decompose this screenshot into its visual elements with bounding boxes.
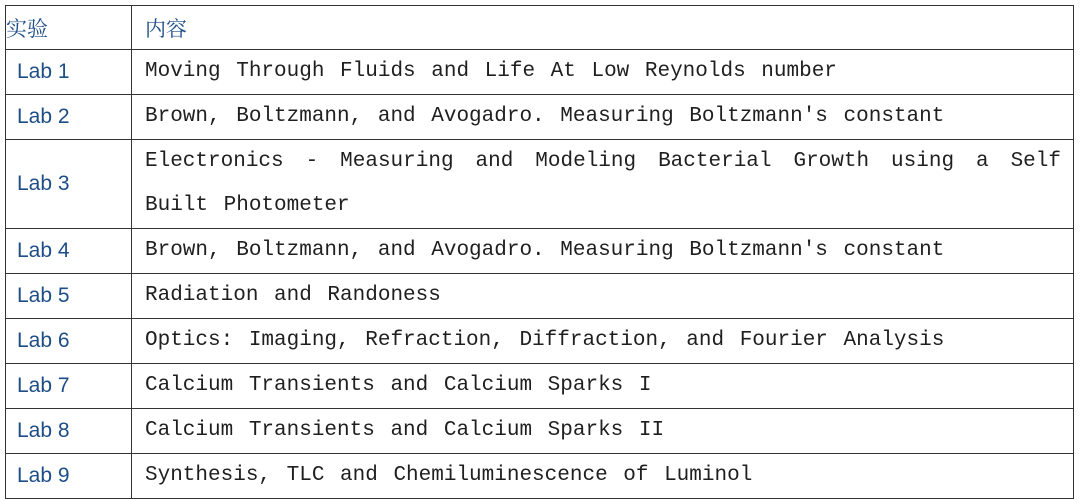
table-row [6, 274, 1074, 319]
lab-cell: Lab 9 [6, 454, 132, 499]
lab-cell: Lab 2 [6, 95, 132, 140]
lab-cell: Lab 4 [6, 229, 132, 274]
table-row [6, 140, 1074, 229]
content-cell: Moving Through Fluids and Life At Low Reynolds number [132, 50, 1074, 95]
table-body [6, 50, 1074, 499]
lab-cell: Lab 1 [6, 50, 132, 95]
lab-table [5, 5, 1074, 499]
table-header [6, 6, 1074, 50]
content-cell: Calcium Transients and Calcium Sparks I [132, 364, 1074, 409]
content-cell: Brown, Boltzmann, and Avogadro. Measuring Boltzmann's constant [132, 229, 1074, 274]
header-experiment: 实验 [6, 6, 132, 50]
table-row [6, 95, 1074, 140]
content-cell: Optics: Imaging, Refraction, Diffraction, and Fourier Analysis [132, 319, 1074, 364]
content-cell: Calcium Transients and Calcium Sparks II [132, 409, 1074, 454]
header-row [6, 6, 1074, 50]
lab-cell: Lab 6 [6, 319, 132, 364]
table-row [6, 454, 1074, 499]
table-row [6, 364, 1074, 409]
content-cell: Synthesis, TLC and Chemiluminescence of Luminol [132, 454, 1074, 499]
content-cell: Radiation and Randoness [132, 274, 1074, 319]
lab-cell: Lab 3 [6, 140, 132, 229]
lab-cell: Lab 7 [6, 364, 132, 409]
table-row [6, 50, 1074, 95]
lab-cell: Lab 8 [6, 409, 132, 454]
content-cell: Brown, Boltzmann, and Avogadro. Measuring Boltzmann's constant [132, 95, 1074, 140]
header-content: 内容 [132, 6, 1074, 50]
content-cell: Electronics - Measuring and Modeling Bacterial Growth using a Self Built Photometer [132, 140, 1074, 229]
lab-cell: Lab 5 [6, 274, 132, 319]
table-row [6, 229, 1074, 274]
table-row [6, 319, 1074, 364]
table-row [6, 409, 1074, 454]
